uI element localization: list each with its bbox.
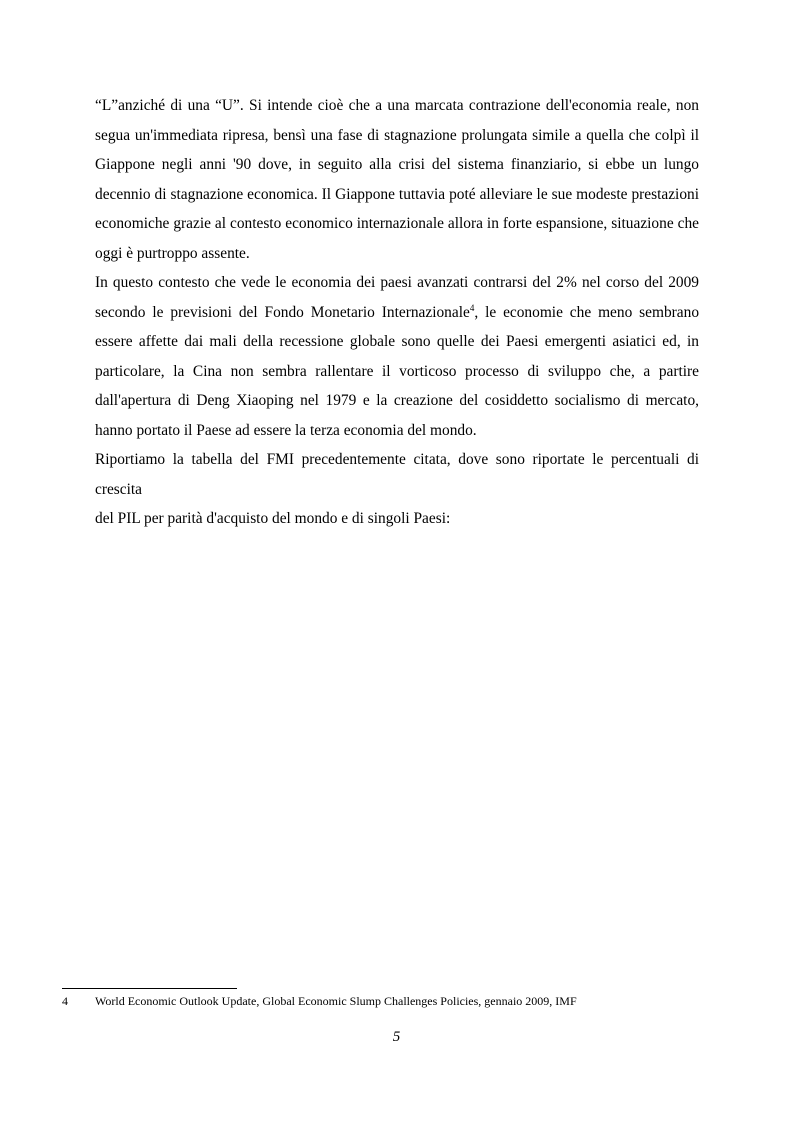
body-text [95,91,699,534]
paragraph-table-intro: Riportiamo la tabella del FMI precedentemente citata, dove sono riportate le percentuali di crescita [95,451,699,498]
paragraph-context [95,268,699,445]
paragraph-context-text-b: , le economie che meno sembrano essere affette dai mali della recessione globale sono quelle dei Paesi emergenti asiatici ed, in particolare, la Cina non sembra rallentare il vorticoso processo di sviluppo che, a partire dall'apertura di Deng Xiaoping nel 1979 e la creazione del cosiddetto socialismo di mercato, hanno portato il Paese ad essere la terza economia del mondo. [95,303,700,439]
footnote-number: 4 [62,994,68,1008]
footnote-reference[interactable]: 4 [469,302,475,313]
footnote [62,994,722,1009]
page-number: 5 [392,1029,401,1045]
paragraph-context-text-a: In questo contesto che vede le economia dei paesi avanzati contrarsi del 2% nel corso del 2009 secondo le previsioni del Fondo Monetario Internazionale [95,274,699,321]
footnote-text: World Economic Outlook Update, Global Economic Slump Challenges Policies, gennaio 2009, IMF [95,994,577,1008]
footnote-divider [62,988,237,989]
paragraph-stagnation: “L”anziché di una “U”. Si intende cioè che a una marcata contrazione dell'economia reale, non segua un'immediata ripresa, bensì una fase di stagnazione prolungata simile a quella che colpì il Giappone negli anni '90 dove, in seguito alla crisi del sistema finanziario, si ebbe un lungo decennio di stagnazione economica. Il Giappone tuttavia poté alleviare le sue modeste prestazioni economiche grazie al contesto economico internazionale allora in forte espansione, situazione che oggi è purtroppo assente. [95,97,699,262]
paragraph-table-intro-continued: del PIL per parità d'acquisto del mondo e di singoli Paesi: [95,510,451,527]
